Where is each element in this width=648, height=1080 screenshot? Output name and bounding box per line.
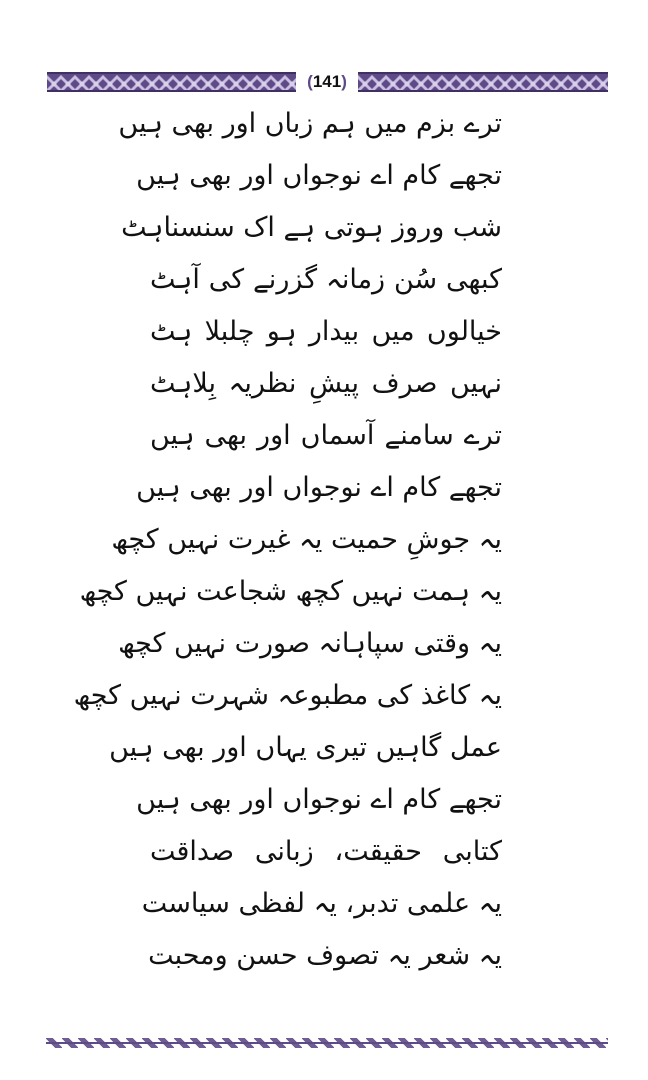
- poem-line: تجھے کام اے نوجواں اور بھی ہیں: [136, 472, 502, 503]
- poem-line: تجھے کام اے نوجواں اور بھی ہیں: [136, 160, 502, 191]
- poem-line: یہ ہمت نہیں کچھ شجاعت نہیں کچھ: [79, 576, 502, 607]
- poem-line: یہ وقتی سپاہانہ صورت نہیں کچھ: [118, 628, 502, 659]
- page-number: [296, 72, 358, 92]
- footer-ornament-rule: [46, 1036, 608, 1050]
- poem-line: عمل گاہیں تیری یہاں اور بھی ہیں: [109, 732, 502, 763]
- poem-line: یہ علمی تدبر، یہ لفظی سیاست: [141, 888, 502, 919]
- poem-line: کبھی سُن زمانہ گزرنے کی آہٹ: [150, 264, 502, 295]
- page-number-value: 141: [312, 72, 342, 91]
- poem-line: خیالوں میں بیدار ہو چلبلا ہٹ: [150, 316, 502, 347]
- page-number-bracket-right: ): [341, 72, 347, 91]
- poem-line: ترے بزم میں ہم زباں اور بھی ہیں: [118, 108, 502, 139]
- header-ornament-right: [358, 72, 608, 92]
- poem-line: یہ شعر یہ تصوف حسن ومحبت: [148, 940, 502, 971]
- poem-line: شب وروز ہوتی ہے اک سنسناہٹ: [121, 212, 502, 243]
- poem-line: تجھے کام اے نوجواں اور بھی ہیں: [136, 784, 502, 815]
- poem-line: یہ کاغذ کی مطبوعہ شہرت نہیں کچھ: [73, 680, 502, 711]
- header-ornament-left: [47, 72, 296, 92]
- poem-line: ترے سامنے آسماں اور بھی ہیں: [150, 420, 502, 451]
- poem-line: کتابی حقیقت، زبانی صداقت: [150, 836, 502, 867]
- footer-diamond-pattern: [46, 1038, 608, 1048]
- page-header-ornament: [47, 72, 608, 92]
- poem-line: نہیں صرف پیشِ نظریہ بِلاہٹ: [150, 368, 502, 399]
- page-number-bracket-left: (: [307, 72, 313, 91]
- poem-line: یہ جوشِ حمیت یہ غیرت نہیں کچھ: [111, 524, 502, 555]
